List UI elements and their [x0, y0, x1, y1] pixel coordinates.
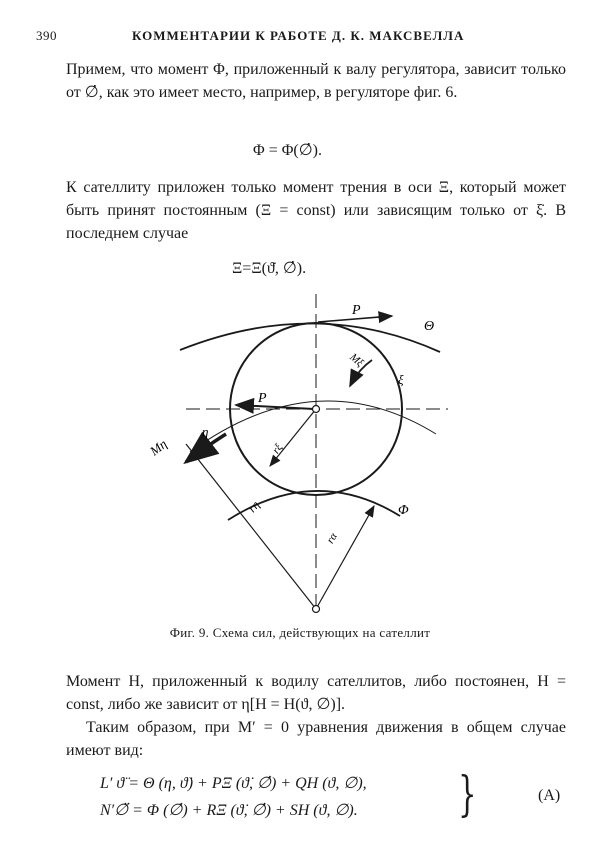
r-eta-line — [186, 441, 316, 609]
label-m-eta: Mη — [146, 436, 170, 459]
equation-xi: Ξ=Ξ(ϑ̇, ∅̇). — [232, 260, 307, 277]
label-xi: ξ — [398, 372, 404, 387]
paragraph-3: Момент H, приложенный к водилу сателлитов, либо постоянен, H = const, либо же зависит от η[H = H(ϑ, ∅)]. — [66, 673, 566, 713]
label-p-top: P — [352, 303, 361, 318]
label-p-mid: P — [258, 391, 267, 406]
page-number: 390 — [36, 28, 57, 43]
label-r-eta: rη — [244, 497, 263, 516]
paragraph-4: Таким образом, при M′ = 0 уравнения движения в общем случае имеют вид: — [66, 719, 566, 759]
regulator-center — [313, 606, 320, 613]
figure-caption: Фиг. 9. Схема сил, действующих на сателлит — [169, 625, 431, 640]
label-theta: Θ — [424, 319, 435, 334]
paragraph-2: К сателлиту приложен только момент трения в оси Ξ, который может быть принят постоянным (Ξ = const) или зависящим только от ξ̇. В последнем случае — [66, 179, 566, 242]
right-brace: } — [458, 766, 477, 822]
equation-line-1: L′ ϑ̈ = Θ (η, ϑ̇) + PΞ (ϑ̇, ∅̇) + QH (ϑ, ∅), — [100, 775, 367, 792]
label-eta: η — [202, 424, 209, 439]
equation-line-2: N′∅̈ = Φ (∅̇) + RΞ (ϑ̇, ∅̇) + SH (ϑ, ∅). — [100, 802, 358, 819]
r-alpha-line — [316, 506, 374, 609]
r-xi-line — [270, 409, 316, 466]
equation-system — [100, 770, 470, 824]
running-title: КОММЕНТАРИИ К РАБОТЕ Д. К. МАКСВЕЛЛА — [132, 28, 465, 43]
figure-9 — [0, 284, 600, 624]
theta-arc — [180, 323, 440, 352]
label-r-alpha: rα — [324, 530, 340, 546]
label-r-xi: rξ — [270, 441, 286, 457]
equation-phi: Φ = Φ(∅̇). — [253, 142, 323, 159]
satellite-center — [313, 406, 320, 413]
label-m-xi: Mξ — [347, 351, 366, 370]
equation-label: (A) — [538, 787, 561, 804]
paragraph-1: Примем, что момент Φ, приложенный к валу регулятора, зависит только от ∅̇, как это имеет место, например, в регуляторе фиг. 6. — [66, 61, 566, 101]
label-phi: Φ — [398, 503, 409, 518]
